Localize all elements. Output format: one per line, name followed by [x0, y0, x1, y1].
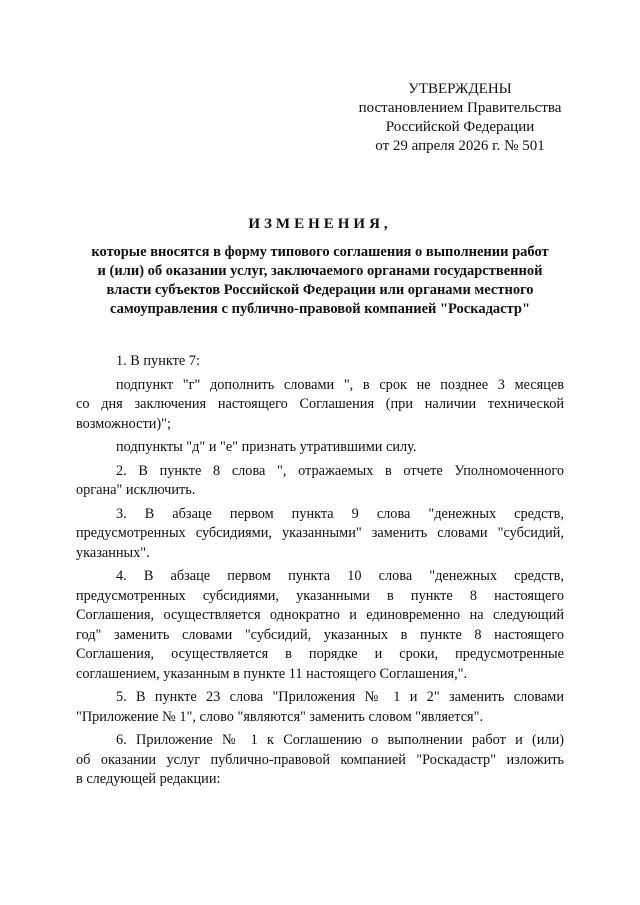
document-body — [76, 352, 564, 794]
paragraph-line: со дня заключения настоящего Соглашения (при наличии технической — [76, 396, 564, 412]
paragraph-line: 4. В абзаце первом пункта 10 слова "денежных средств, — [116, 568, 564, 584]
paragraph-line: 1. В пункте 7: — [116, 353, 200, 369]
paragraph-line: возможности)"; — [76, 415, 171, 432]
paragraph — [76, 438, 564, 458]
paragraph — [76, 376, 564, 435]
paragraph-line: Соглашения, осуществляется в порядке и сроки, предусмотренные — [76, 646, 564, 662]
approval-title: УТВЕРЖДЕНЫ — [408, 81, 512, 97]
paragraph — [76, 505, 564, 564]
approval-line: постановлением Правительства — [358, 100, 562, 116]
subheading-line: самоуправления с публично-правовой компанией "Роскадастр" — [109, 301, 531, 317]
approval-line: от 29 апреля 2026 г. № 501 — [375, 138, 545, 154]
subheading-line: которые вносятся в форму типового соглашения о выполнении работ — [91, 244, 549, 260]
paragraph-line: подпункт "г" дополнить словами ", в срок не позднее 3 месяцев — [116, 376, 564, 393]
paragraph-line: предусмотренных субсидиями, указанными в пункте 8 настоящего — [76, 587, 564, 604]
paragraph-line: в следующей редакции: — [76, 771, 221, 787]
paragraph — [76, 731, 564, 790]
paragraph-line: предусмотренных субсидиями, указанными" заменить словами "субсидий, — [76, 525, 564, 541]
paragraph — [76, 567, 564, 684]
paragraph-line: 6. Приложение № 1 к Соглашению о выполнении работ и (или) — [116, 732, 564, 748]
paragraph-line: год" заменить словами "субсидий, указанных в пункте 8 настоящего — [76, 626, 564, 643]
paragraph-line: об оказании услуг публично-правовой компанией "Роскадастр" изложить — [76, 751, 564, 768]
paragraph — [76, 688, 564, 727]
paragraph-line: соглашением, указанным в пункте 11 настоящего Соглашения,". — [76, 665, 468, 682]
paragraph — [76, 462, 564, 501]
paragraph-line: указанных". — [76, 544, 150, 561]
document-heading: ИЗМЕНЕНИЯ, — [248, 216, 392, 232]
paragraph-line: 5. В пункте 23 слова "Приложения № 1 и 2" заменить словами — [116, 689, 564, 705]
paragraph-line: подпункты "д" и "е" признать утратившими силу. — [116, 439, 417, 455]
paragraph — [76, 352, 564, 372]
paragraph-line: 3. В абзаце первом пункта 9 слова "денежных средств, — [116, 505, 564, 522]
paragraph-line: "Приложение № 1", слово "являются" заменить словом "является". — [76, 708, 484, 725]
approval-block — [340, 80, 580, 156]
subheading-line: и (или) об оказании услуг, заключаемого органами государственной — [97, 263, 543, 279]
paragraph-line: Соглашения, осуществляется однократно и единовременно на следующий — [76, 607, 564, 623]
approval-line: Российской Федерации — [385, 119, 535, 135]
document-subheading — [60, 243, 580, 319]
paragraph-line: 2. В пункте 8 слова ", отражаемых в отчете Уполномоченного — [116, 462, 564, 479]
subheading-line: власти субъектов Российской Федерации или органами местного — [106, 282, 534, 298]
paragraph-line: органа" исключить. — [76, 482, 196, 498]
